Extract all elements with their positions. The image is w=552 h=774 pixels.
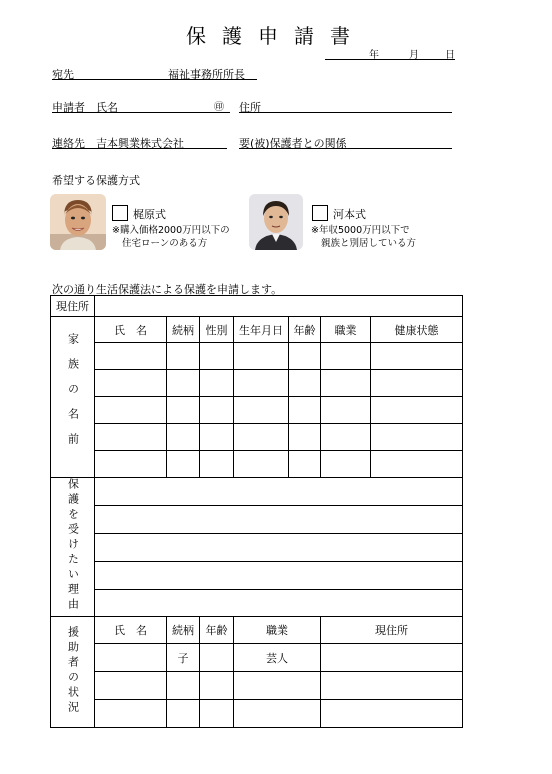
family-label-text: 家族の名前: [66, 333, 80, 458]
kawamoto-photo: [249, 194, 303, 250]
option-kajiwara-note-1: ※購入価格2000万円以下の: [112, 225, 230, 236]
date-day-label: 日: [445, 50, 455, 61]
family-cell[interactable]: [371, 424, 463, 451]
family-header-birthdate: 生年月日: [234, 317, 289, 343]
reason-line[interactable]: [95, 506, 463, 534]
date-line: [325, 46, 455, 60]
family-cell[interactable]: [371, 343, 463, 370]
family-cell[interactable]: [167, 370, 200, 397]
helper-cell[interactable]: [321, 672, 463, 700]
family-cell[interactable]: [289, 397, 321, 424]
document-title: 保護申請書: [186, 24, 366, 48]
contact-underline: [52, 148, 227, 149]
option-kawamoto-note-1: ※年収5000万円以下で: [311, 225, 410, 236]
helper-job-cell[interactable]: 芸人: [234, 644, 321, 672]
family-cell[interactable]: [289, 451, 321, 478]
family-cell[interactable]: [95, 424, 167, 451]
applicant-address-underline[interactable]: [239, 112, 452, 113]
family-cell[interactable]: [200, 451, 234, 478]
application-table: [50, 295, 463, 728]
family-cell[interactable]: [200, 397, 234, 424]
relation-underline[interactable]: [239, 148, 452, 149]
family-cell[interactable]: [167, 424, 200, 451]
family-row: [51, 397, 463, 424]
helper-relation-cell[interactable]: 子: [167, 644, 200, 672]
helper-row: [51, 672, 463, 700]
helper-cell[interactable]: [234, 672, 321, 700]
reason-line[interactable]: [95, 478, 463, 506]
family-header-age: 年齢: [289, 317, 321, 343]
date-month-label: 月: [409, 50, 419, 61]
family-header-health: 健康状態: [371, 317, 463, 343]
contact-value: 吉本興業株式会社: [96, 137, 184, 150]
helper-header-name: 氏 名: [95, 617, 167, 644]
family-section-label: [51, 317, 95, 478]
applicant-name-label: 申請者 氏名: [52, 101, 118, 114]
helper-cell[interactable]: [200, 672, 234, 700]
kajiwara-photo: [50, 194, 106, 250]
family-cell[interactable]: [234, 370, 289, 397]
reason-line[interactable]: [95, 590, 463, 617]
current-address-label: 現住所: [51, 296, 95, 317]
family-cell[interactable]: [95, 370, 167, 397]
current-address-field[interactable]: [95, 296, 463, 317]
family-cell[interactable]: [321, 397, 371, 424]
contact-label: 連絡先: [52, 137, 85, 150]
family-cell[interactable]: [200, 424, 234, 451]
reason-section-label: [51, 478, 95, 617]
relation-label: 要(被)保護者との関係: [239, 137, 347, 150]
reason-label-text: 保護を受けたい理由: [66, 478, 80, 613]
method-heading: 希望する保護方式: [52, 174, 140, 187]
family-cell[interactable]: [289, 370, 321, 397]
helper-cell[interactable]: [234, 700, 321, 728]
helpers-label-text: 援助者の状況: [66, 625, 80, 716]
applicant-address-label: 住所: [239, 101, 261, 114]
family-cell[interactable]: [234, 451, 289, 478]
family-row: [51, 451, 463, 478]
family-cell[interactable]: [167, 397, 200, 424]
family-cell[interactable]: [200, 343, 234, 370]
helper-row: [51, 700, 463, 728]
helper-cell[interactable]: [200, 700, 234, 728]
family-cell[interactable]: [95, 451, 167, 478]
helper-header-address: 現住所: [321, 617, 463, 644]
helper-cell[interactable]: [167, 672, 200, 700]
family-cell[interactable]: [167, 343, 200, 370]
helper-cell[interactable]: [95, 700, 167, 728]
family-cell[interactable]: [289, 424, 321, 451]
family-cell[interactable]: [95, 397, 167, 424]
applicant-name-underline[interactable]: [52, 112, 230, 113]
family-cell[interactable]: [95, 343, 167, 370]
family-cell[interactable]: [371, 397, 463, 424]
family-header-relation: 続柄: [167, 317, 200, 343]
family-cell[interactable]: [321, 370, 371, 397]
helper-row: [51, 644, 463, 672]
helper-cell[interactable]: [95, 672, 167, 700]
helper-name-cell[interactable]: [95, 644, 167, 672]
family-header-job: 職業: [321, 317, 371, 343]
application-statement: 次の通り生活保護法による保護を申請します。: [52, 283, 283, 296]
helper-header-age: 年齢: [200, 617, 234, 644]
kawamoto-checkbox[interactable]: [312, 205, 328, 221]
family-cell[interactable]: [371, 451, 463, 478]
date-year-label: 年: [369, 50, 379, 61]
addressee-label: 宛先: [52, 68, 74, 81]
option-kajiwara-note-2: 住宅ローンのある方: [122, 238, 208, 249]
reason-line[interactable]: [95, 534, 463, 562]
helper-header-job: 職業: [234, 617, 321, 644]
family-cell[interactable]: [371, 370, 463, 397]
family-cell[interactable]: [167, 451, 200, 478]
option-kajiwara-label: 梶原式: [133, 208, 166, 221]
helper-age-cell[interactable]: [200, 644, 234, 672]
family-cell[interactable]: [234, 424, 289, 451]
option-kawamoto-label: 河本式: [333, 208, 366, 221]
family-cell[interactable]: [234, 343, 289, 370]
helpers-section-label: [51, 617, 95, 728]
family-cell[interactable]: [321, 424, 371, 451]
reason-line[interactable]: [95, 562, 463, 590]
option-kawamoto-note-2: 親族と別居している方: [321, 238, 417, 249]
family-header-sex: 性別: [200, 317, 234, 343]
family-header-name: 氏 名: [95, 317, 167, 343]
helper-header-relation: 続柄: [167, 617, 200, 644]
seal-mark: ㊞: [214, 102, 224, 113]
helper-cell[interactable]: [321, 700, 463, 728]
family-cell[interactable]: [200, 370, 234, 397]
family-cell[interactable]: [234, 397, 289, 424]
family-row: [51, 370, 463, 397]
family-row: [51, 343, 463, 370]
helper-cell[interactable]: [167, 700, 200, 728]
family-row: [51, 424, 463, 451]
addressee-value: 福祉事務所所長: [168, 68, 245, 81]
family-cell[interactable]: [289, 343, 321, 370]
family-cell[interactable]: [321, 451, 371, 478]
kajiwara-checkbox[interactable]: [112, 205, 128, 221]
helper-address-cell[interactable]: [321, 644, 463, 672]
family-cell[interactable]: [321, 343, 371, 370]
addressee-underline: [52, 79, 257, 80]
